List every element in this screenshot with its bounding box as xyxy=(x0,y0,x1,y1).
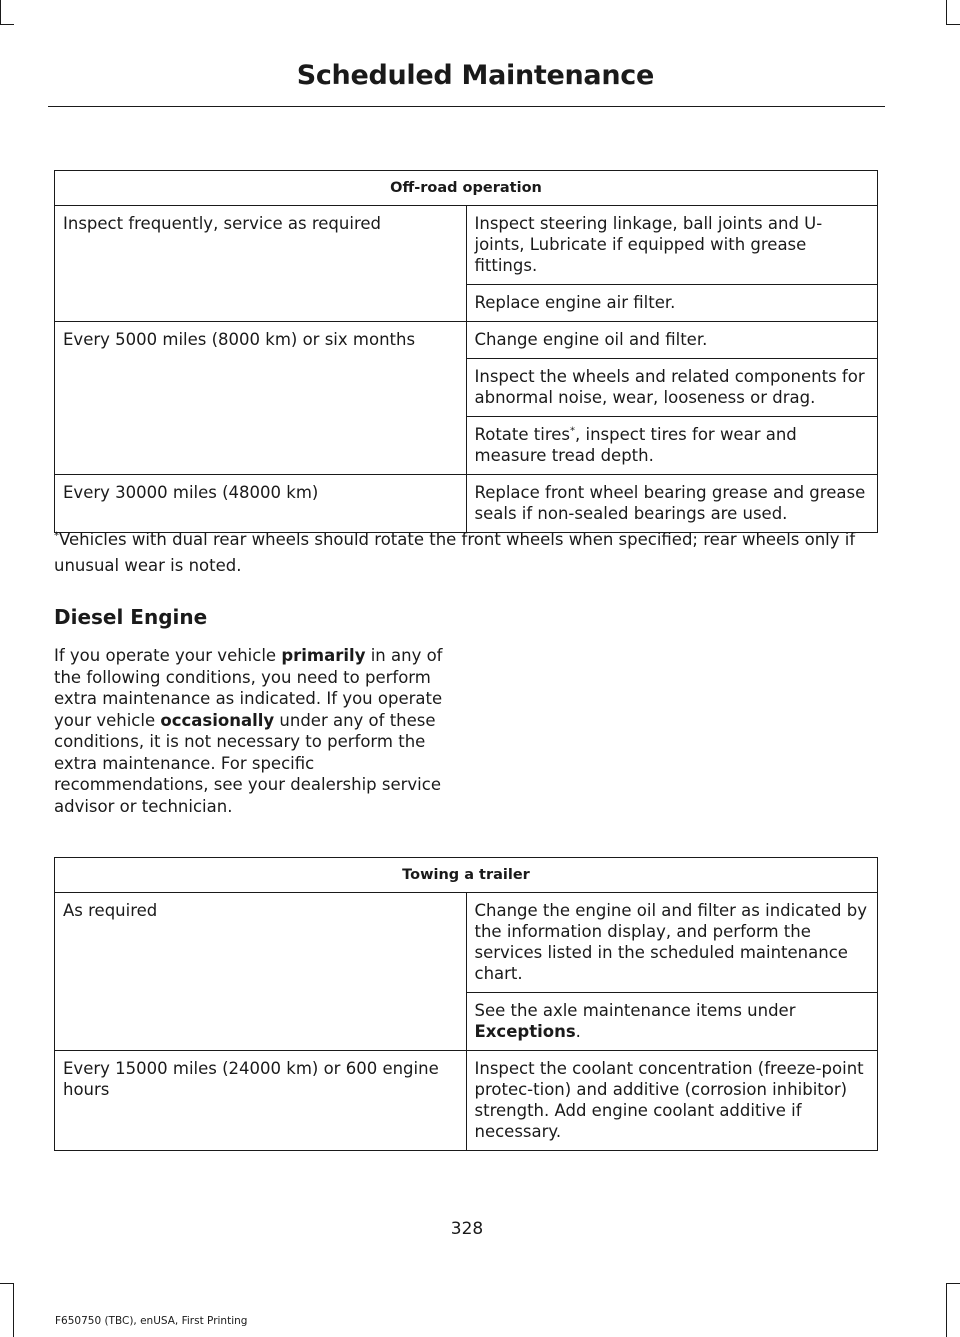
table-row xyxy=(55,322,878,359)
page-number: 328 xyxy=(450,1219,484,1239)
towing-maintenance-table xyxy=(54,857,878,1151)
table-header-row xyxy=(55,858,878,893)
paragraph-text: in any of the following conditions, you need to perform extra maintenance as indicated. If you operate your vehicle xyxy=(54,646,443,730)
interval-cell: Every 5000 miles (8000 km) or six months xyxy=(55,322,467,475)
crop-mark xyxy=(946,1283,947,1337)
crop-mark xyxy=(0,0,1,24)
emphasis-text: occasionally xyxy=(160,710,275,730)
paragraph-text: under any of these conditions, it is not necessary to perform the extra maintenance. For specific recommendations, see your dealership service advisor or technician. xyxy=(54,710,441,816)
task-cell: Inspect the wheels and related components for abnormal noise, wear, looseness or drag. xyxy=(466,359,878,417)
interval-cell: Every 30000 miles (48000 km) xyxy=(55,475,467,533)
task-text: Rotate tires xyxy=(474,425,570,444)
task-cell xyxy=(466,993,878,1051)
footnote-marker: * xyxy=(54,530,59,542)
table-heading: Towing a trailer xyxy=(55,858,878,893)
task-text: See the axle maintenance items under xyxy=(474,1001,796,1020)
crop-mark xyxy=(0,24,14,25)
crop-mark xyxy=(946,0,947,24)
interval-cell: Inspect frequently, service as required xyxy=(55,206,467,322)
crop-mark xyxy=(13,1283,14,1337)
table-row xyxy=(55,475,878,533)
task-cell: Change engine oil and filter. xyxy=(466,322,878,359)
header-rule xyxy=(48,106,885,107)
interval-cell: As required xyxy=(55,893,467,1051)
task-cell: Replace engine air filter. xyxy=(466,285,878,322)
table-row xyxy=(55,206,878,285)
crop-mark xyxy=(0,1283,14,1284)
task-cell: Inspect steering linkage, ball joints and U-joints, Lubricate if equipped with grease fittings. xyxy=(466,206,878,285)
page-title: Scheduled Maintenance xyxy=(296,60,654,91)
table-row xyxy=(55,893,878,993)
task-cell: Replace front wheel bearing grease and grease seals if non-sealed bearings are used. xyxy=(466,475,878,533)
table-footnote xyxy=(54,527,884,579)
footnote-marker: * xyxy=(570,425,575,437)
task-cell: Change the engine oil and filter as indicated by the information display, and perform the services listed in the scheduled maintenance chart. xyxy=(466,893,878,993)
table-row xyxy=(55,1051,878,1151)
task-text: , inspect tires for wear and measure tread depth. xyxy=(474,425,797,465)
paragraph-text: If you operate your vehicle xyxy=(54,646,282,665)
offroad-maintenance-table xyxy=(54,170,878,533)
table-heading: Off-road operation xyxy=(55,171,878,206)
interval-cell: Every 15000 miles (24000 km) or 600 engine hours xyxy=(55,1051,467,1151)
publication-info: F650750 (TBC), enUSA, First Printing xyxy=(55,1315,248,1327)
table-header-row xyxy=(55,171,878,206)
task-text: . xyxy=(575,1022,581,1041)
body-paragraph xyxy=(54,645,454,817)
emphasis-text: primarily xyxy=(281,646,366,665)
task-cell: Inspect the coolant concentration (freeze-point protec-tion) and additive (corrosion inhibitor) strength. Add engine coolant additive if necessary. xyxy=(466,1051,878,1151)
footnote-text: Vehicles with dual rear wheels should rotate the front wheels when specified; rear wheels only if unusual wear is noted. xyxy=(54,530,856,575)
section-heading: Diesel Engine xyxy=(54,605,208,629)
emphasis-text: Exceptions xyxy=(474,1022,576,1041)
task-cell xyxy=(466,417,878,475)
crop-mark xyxy=(946,24,960,25)
crop-mark xyxy=(946,1283,960,1284)
